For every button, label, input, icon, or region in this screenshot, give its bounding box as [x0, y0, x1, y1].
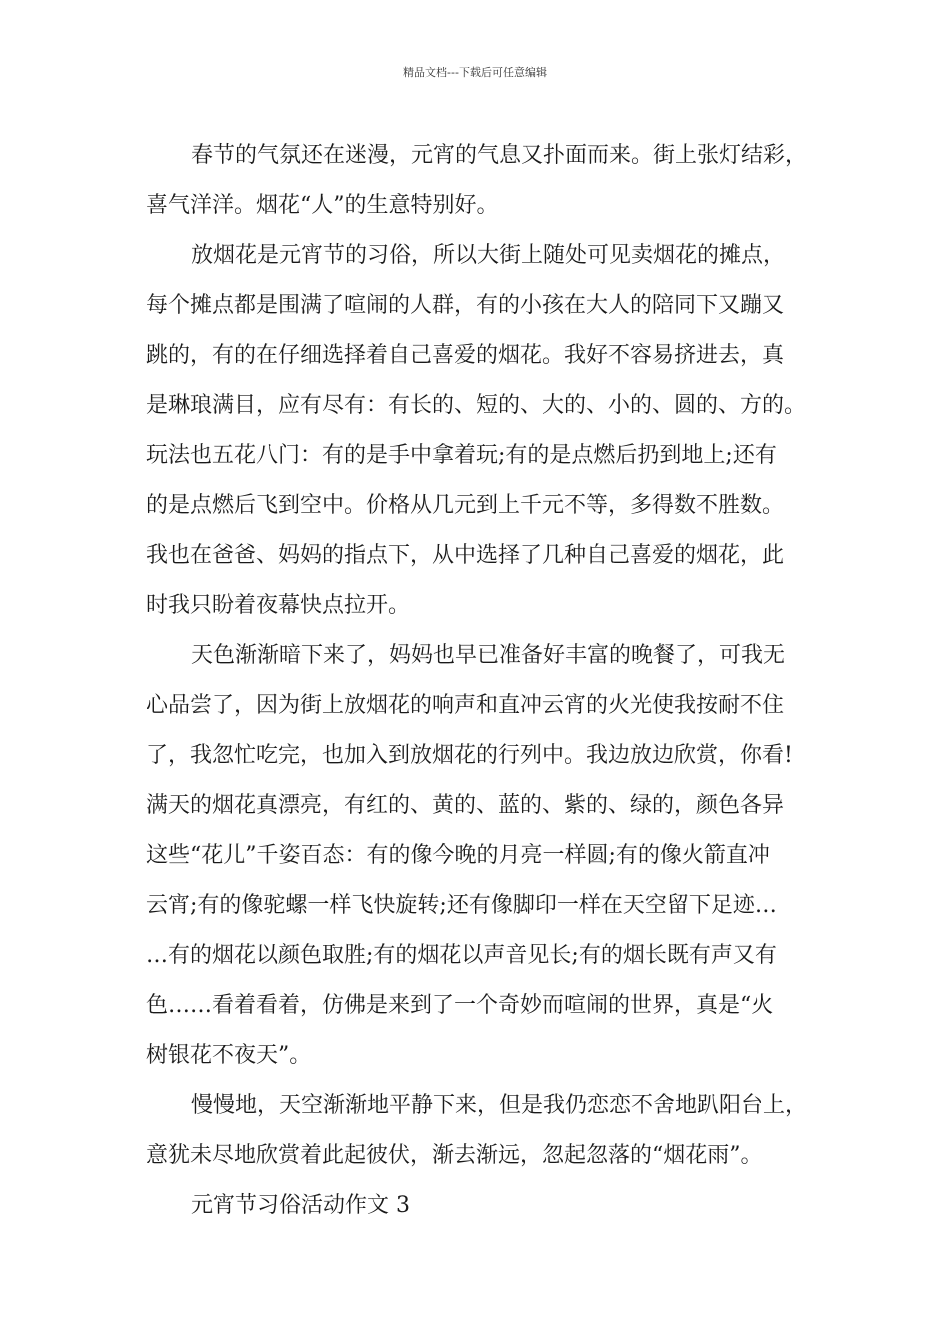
paragraph-line: 玩法也五花八门：有的是手中拿着玩;有的是点燃后扔到地上;还有: [146, 443, 777, 468]
paragraph-line: 的是点燃后飞到空中。价格从几元到上千元不等，多得数不胜数。: [146, 493, 785, 518]
paragraph-line: 每个摊点都是围满了喧闹的人群，有的小孩在大人的陪同下又蹦又: [146, 293, 785, 318]
paragraph-line: 时我只盼着夜幕快点拉开。: [146, 593, 411, 618]
paragraph-line: 放烟花是元宵节的习俗，所以大街上随处可见卖烟花的摊点，: [191, 243, 786, 268]
paragraph-line: 我也在爸爸、妈妈的指点下，从中选择了几种自己喜爱的烟花，此: [146, 543, 785, 568]
paragraph-line: 心品尝了，因为街上放烟花的响声和直冲云宵的火光使我按耐不住: [146, 693, 785, 718]
paragraph-line: 春节的气氛还在迷漫，元宵的气息又扑面而来。街上张灯结彩，: [191, 143, 808, 168]
paragraph-4: [146, 1081, 822, 1181]
paragraph-line: 喜气洋洋。烟花“人”的生意特别好。: [146, 193, 499, 218]
paragraph-line: 云宵;有的像驼螺一样飞快旋转;还有像脚印一样在天空留下足迹…: [146, 893, 777, 918]
document-body: [146, 131, 822, 1231]
paragraph-line: 满天的烟花真漂亮，有红的、黄的、蓝的、紫的、绿的，颜色各异: [146, 793, 785, 818]
paragraph-line: 是琳琅满目，应有尽有：有长的、短的、大的、小的、圆的、方的。: [146, 393, 807, 418]
paragraph-line: 慢慢地，天空渐渐地平静下来，但是我仍恋恋不舍地趴阳台上，: [191, 1093, 808, 1118]
paragraph-line: 色……看着看着，仿佛是来到了一个奇妙而喧闹的世界，真是“火: [146, 993, 774, 1018]
paragraph-line: 意犹未尽地欣赏着此起彼伏，渐去渐远，忽起忽落的“烟花雨”。: [146, 1143, 763, 1168]
section-title: 元宵节习俗活动作文 3: [191, 1193, 410, 1218]
paragraph-line: 跳的，有的在仔细选择着自己喜爱的烟花。我好不容易挤进去，真: [146, 343, 785, 368]
paragraph-line: 了，我忽忙吃完，也加入到放烟花的行列中。我边放边欣赏，你看!: [146, 743, 793, 768]
paragraph-line: 天色渐渐暗下来了，妈妈也早已准备好丰富的晚餐了，可我无: [191, 643, 786, 668]
paragraph-3: [146, 631, 822, 1081]
paragraph-2: [146, 231, 822, 631]
paragraph-1: [146, 131, 822, 231]
paragraph-line: 这些“花儿”千姿百态：有的像今晚的月亮一样圆;有的像火箭直冲: [146, 843, 770, 868]
paragraph-line: 树银花不夜天”。: [146, 1043, 312, 1068]
paragraph-line: …有的烟花以颜色取胜;有的烟花以声音见长;有的烟长既有声又有: [146, 943, 777, 968]
page-header: 精品文档---下载后可任意编辑: [403, 66, 547, 79]
